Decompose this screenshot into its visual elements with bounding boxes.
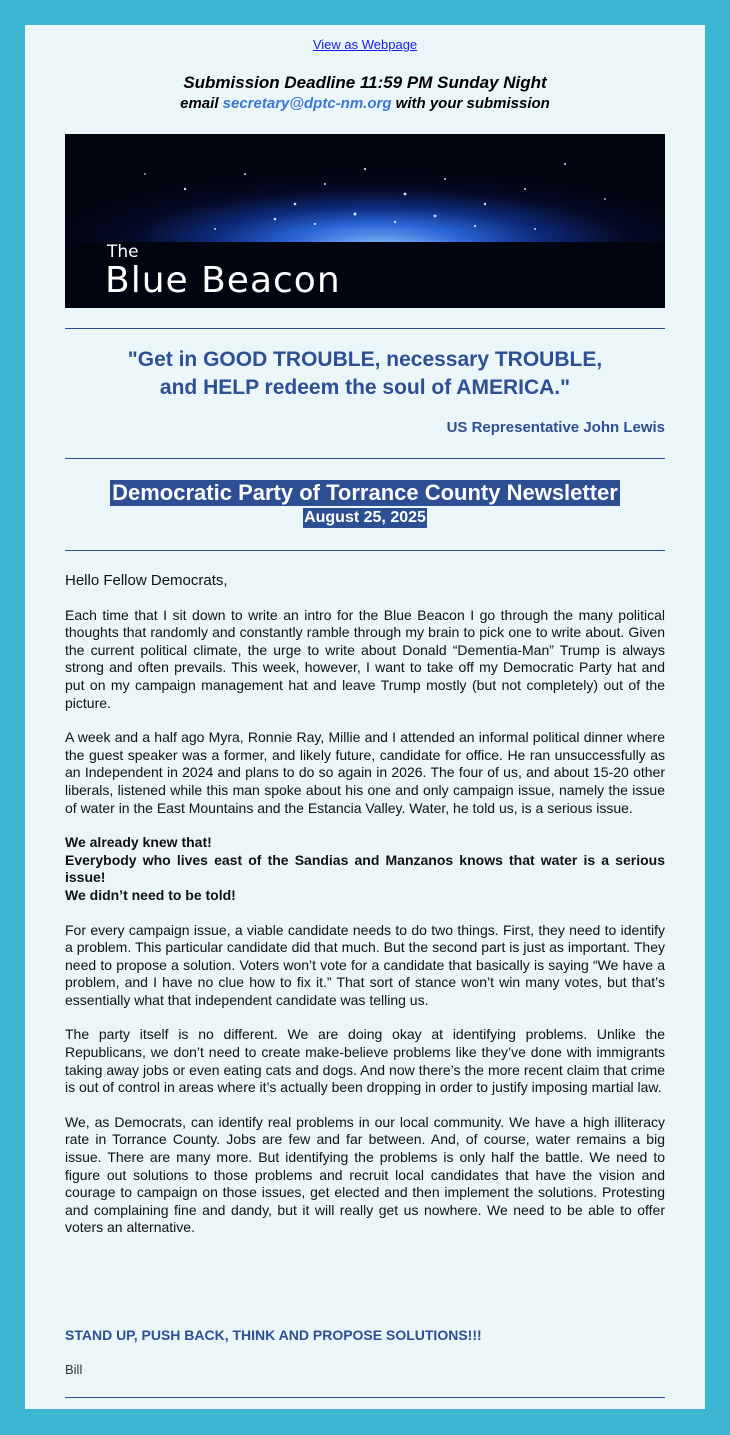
divider xyxy=(65,458,665,459)
newsletter-title: Democratic Party of Torrance County Newsletter xyxy=(112,480,618,505)
signature: Bill xyxy=(65,1362,83,1377)
emphasis-block xyxy=(65,834,665,904)
divider xyxy=(65,1397,665,1398)
greeting: Hello Fellow Democrats, xyxy=(65,572,228,589)
newsletter-date: August 25, 2025 xyxy=(304,509,426,526)
divider xyxy=(65,550,665,551)
view-as-webpage-link[interactable]: View as Webpage xyxy=(312,37,418,52)
emphasis-line-2: Everybody who lives east of the Sandias and Manzanos knows that water is a serious issue! xyxy=(65,851,665,886)
quote-line-1: "Get in GOOD TROUBLE, necessary TROUBLE, xyxy=(127,348,603,371)
newsletter-card xyxy=(25,25,705,1409)
email-address-link[interactable]: secretary@dptc-nm.org xyxy=(222,95,392,112)
john-lewis-quote xyxy=(65,346,665,402)
newsletter-date-wrap xyxy=(25,508,705,528)
submission-deadline: Submission Deadline 11:59 PM Sunday Night xyxy=(183,73,547,92)
paragraph-5: We, as Democrats, can identify real problems in our local community. We have a high illiteracy rate in Torrance County. Jobs are few and far between. And, of course, water remains a big issue. There are many more. But identifying the problems is only half the battle. We need to figure out solutions to those problems and recruit local candidates that have the vision and courage to campaign on those issues, get elected and then implement the solutions. Protesting and complaining fine and dandy, but it will really get us nowhere. We need to be able to offer voters an alternative. xyxy=(65,1113,665,1236)
quote-author: US Representative John Lewis xyxy=(446,419,665,436)
email-suffix: with your submission xyxy=(391,95,550,112)
email-instructions xyxy=(25,95,705,112)
quote-line-2: and HELP redeem the soul of AMERICA." xyxy=(159,376,571,399)
emphasis-line-1: We already knew that! xyxy=(65,834,212,851)
divider xyxy=(65,328,665,329)
banner-the-text: The xyxy=(107,242,139,262)
paragraph-4: The party itself is no different. We are doing okay at identifying problems. Unlike the Republicans, we don’t need to create make-believe problems like they’ve done with immigrants taking away jobs or even eating cats and dogs. And now there’s the more recent claim that crime is out of control in areas where it’s actually been dropping in order to justify imposing martial law. xyxy=(65,1026,665,1096)
call-to-action: STAND UP, PUSH BACK, THINK AND PROPOSE SOLUTIONS!!! xyxy=(65,1327,482,1343)
banner-title-text: Blue Beacon xyxy=(105,260,341,301)
newsletter-title-wrap xyxy=(25,480,705,506)
letter-body xyxy=(65,572,665,1254)
paragraph-3: For every campaign issue, a viable candidate needs to do two things. First, they need to identify a problem. This particular candidate did that much. But the second part is just as important. They need to propose a solution. Voters won’t vote for a candidate that basically is saying “We have a problem, and I have no clue how to fix it.” That sort of stance won’t win many votes, but that’s essentially what that independent candidate was telling us. xyxy=(65,921,665,1008)
paragraph-1: Each time that I sit down to write an intro for the Blue Beacon I go through the many political thoughts that randomly and constantly ramble through my brain to pick one to write about. Given the current political climate, the urge to write about Donald “Dementia-Man” Trump is always strong and often prevails. This week, however, I want to take off my Democratic Party hat and put on my campaign management hat and leave Trump mostly (but not completely) out of the picture. xyxy=(65,606,665,711)
paragraph-2: A week and a half ago Myra, Ronnie Ray, Millie and I attended an informal political dinner where the guest speaker was a former, and likely future, candidate for office. He ran unsuccessfully as an Independent in 2024 and plans to do so again in 2026. The four of us, and about 15-20 other liberals, listened while this man spoke about his one and only campaign issue, namely the issue of water in the East Mountains and the Estancia Valley. Water, he told us, is a serious issue. xyxy=(65,729,665,816)
email-prefix: email xyxy=(180,95,223,112)
emphasis-line-3: We didn’t need to be told! xyxy=(65,886,236,903)
blue-beacon-banner xyxy=(65,134,665,308)
